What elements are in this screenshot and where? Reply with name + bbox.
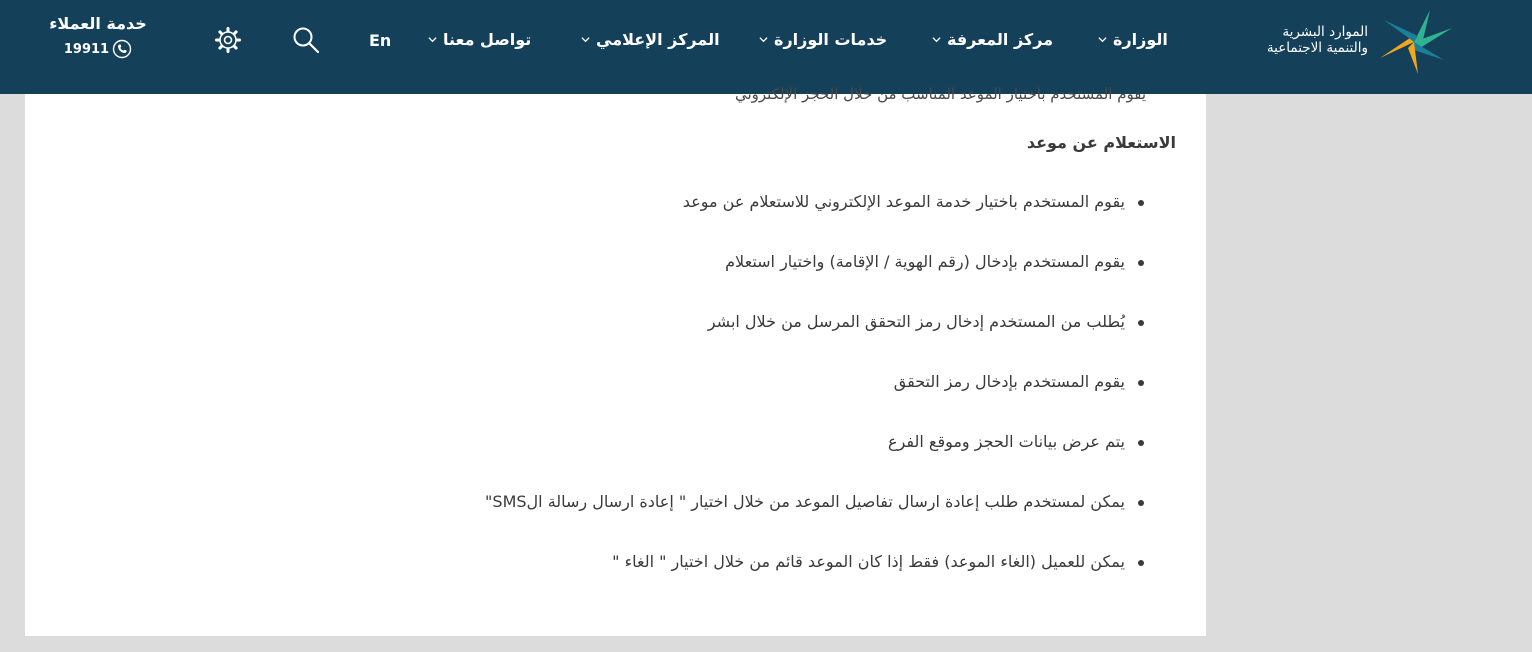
chevron-down-icon — [759, 35, 768, 44]
gear-icon — [214, 26, 242, 54]
customer-service[interactable] — [40, 14, 156, 59]
chevron-down-icon — [1098, 35, 1107, 44]
nav-item-ministry-services[interactable] — [759, 30, 887, 49]
nav-label: المركز الإعلامي — [596, 30, 720, 49]
ministry-logo[interactable] — [1244, 8, 1454, 78]
phone-icon — [112, 39, 132, 59]
customer-service-title: خدمة العملاء — [49, 14, 147, 33]
logo-line-2: والتنمية الاجتماعية — [1266, 40, 1368, 56]
search-icon — [292, 26, 320, 54]
list-item: يتم عرض بيانات الحجز وموقع الفرع — [485, 432, 1144, 492]
main-content — [25, 85, 1206, 636]
nav-label: تواصل معنا — [443, 30, 532, 49]
section-title: الاستعلام عن موعد — [1026, 133, 1176, 152]
logo-line-1: الموارد البشرية — [1282, 24, 1368, 40]
logo-text — [1242, 24, 1368, 56]
customer-service-phone[interactable] — [40, 39, 156, 59]
list-item: يقوم المستخدم باختيار خدمة الموعد الإلكتروني للاستعلام عن موعد — [485, 192, 1144, 252]
nav-label: مركز المعرفة — [947, 30, 1054, 49]
nav-item-media-center[interactable] — [581, 30, 720, 49]
chevron-down-icon — [932, 35, 941, 44]
nav-item-ministry[interactable] — [1098, 30, 1168, 49]
phone-number: 19911 — [63, 41, 110, 57]
nav-item-contact-us[interactable] — [428, 30, 531, 49]
nav-item-knowledge-center[interactable] — [932, 30, 1053, 49]
language-toggle[interactable]: En — [369, 31, 392, 50]
list-item: يقوم المستخدم بإدخال رمز التحقق — [485, 372, 1144, 432]
logo-icon — [1374, 8, 1454, 76]
nav-label: خدمات الوزارة — [774, 30, 888, 49]
list-item: يمكن لمستخدم طلب إعادة ارسال تفاصيل الموعد من خلال اختيار " إعادة ارسال رسالة الSMS" — [485, 492, 1144, 552]
steps-list — [485, 192, 1144, 612]
site-header — [0, 0, 1532, 94]
clipped-text-line: يقوم المستخدم باختيار الموعد المناسب من خلال الحجز الإلكتروني — [734, 85, 1146, 103]
settings-button[interactable] — [214, 26, 242, 58]
list-item: يقوم المستخدم بإدخال (رقم الهوية / الإقامة) واختيار استعلام — [485, 252, 1144, 312]
list-item: يمكن للعميل (الغاء الموعد) فقط إذا كان الموعد قائم من خلال اختيار " الغاء " — [485, 552, 1144, 612]
search-button[interactable] — [292, 26, 320, 58]
chevron-down-icon — [428, 35, 437, 44]
list-item: يُطلب من المستخدم إدخال رمز التحقق المرسل من خلال ابشر — [485, 312, 1144, 372]
nav-label: الوزارة — [1113, 30, 1168, 49]
chevron-down-icon — [581, 35, 590, 44]
